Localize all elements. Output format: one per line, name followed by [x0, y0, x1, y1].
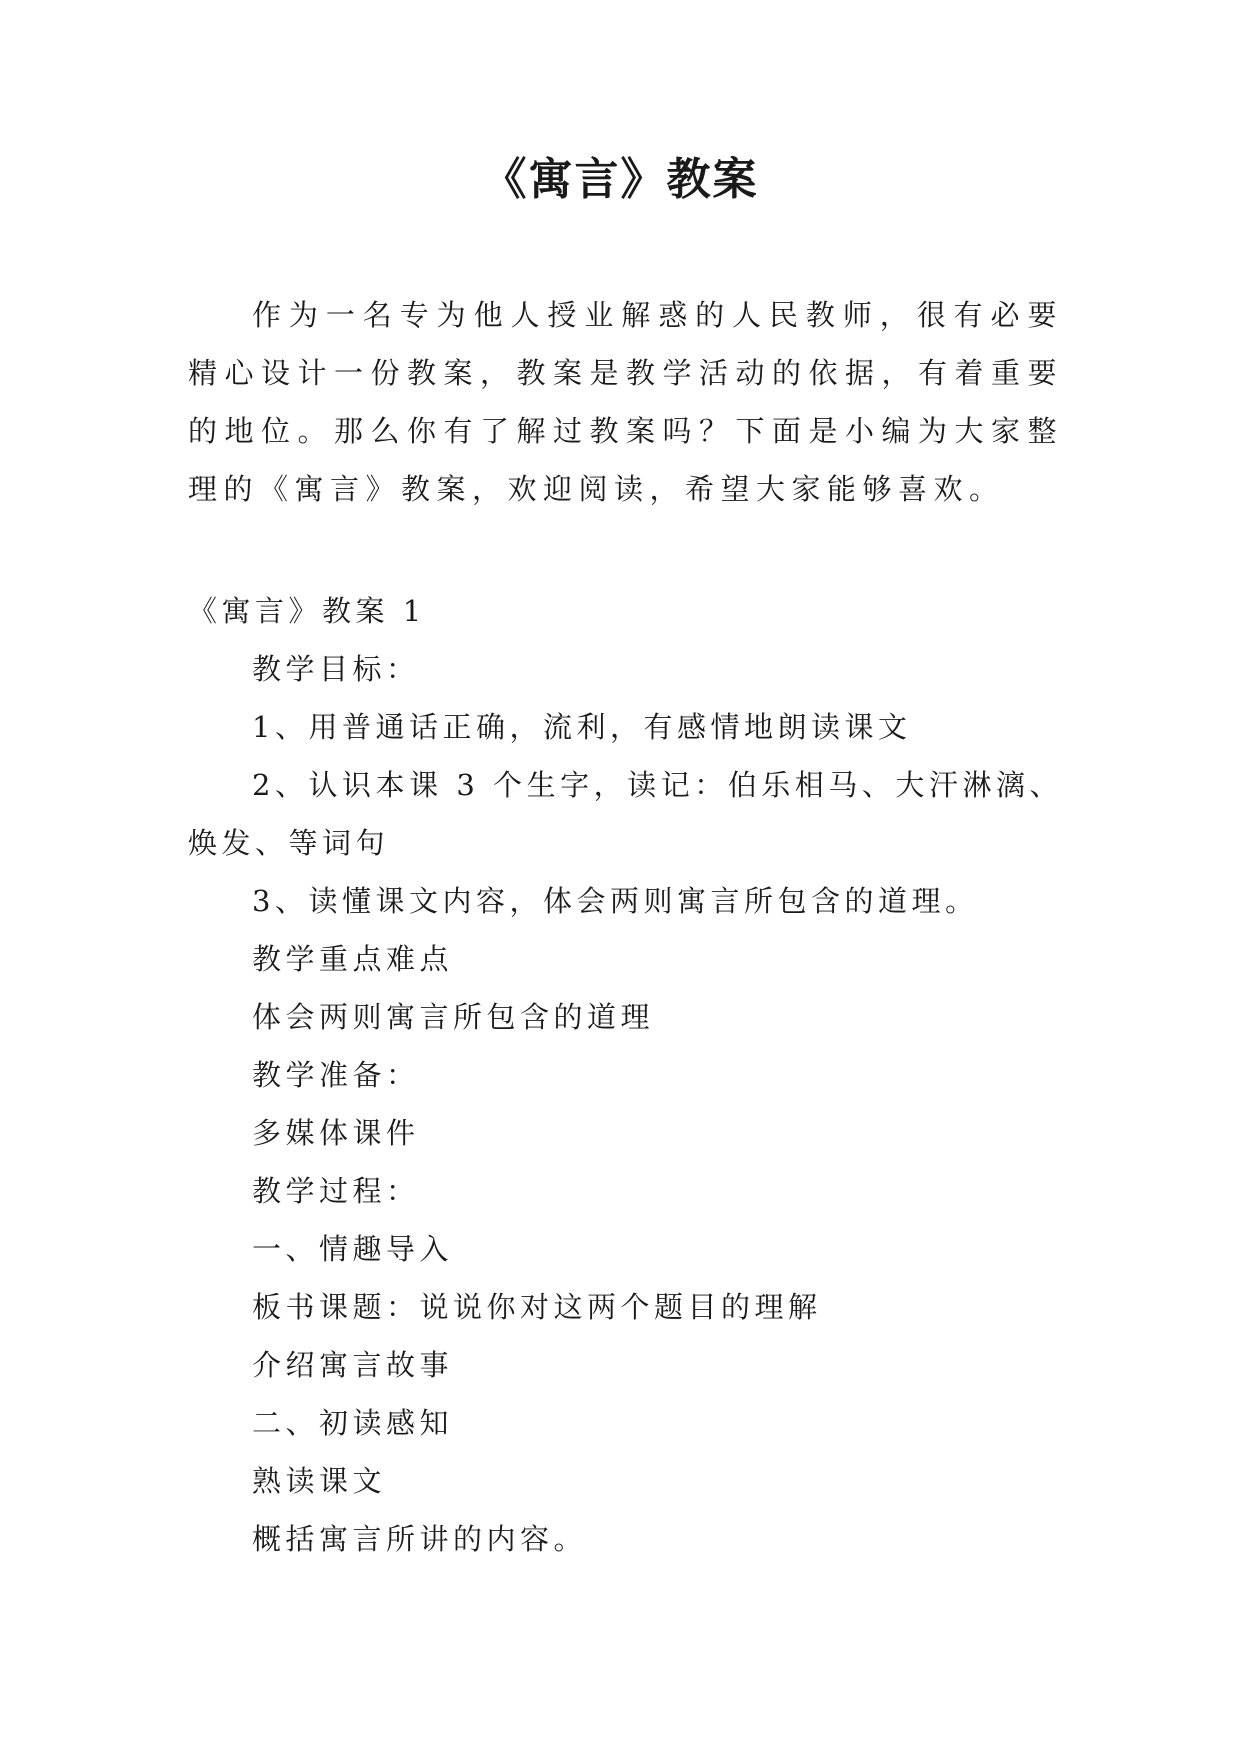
- teaching-goals-heading: 教学目标：: [252, 652, 420, 686]
- key-points-text: 体会两则寓言所包含的道理: [252, 1000, 655, 1034]
- lesson-plan-body: [188, 582, 1063, 1568]
- step-2-heading: 二、初读感知: [252, 1406, 454, 1440]
- step-1-item-1: 板书课题：说说你对这两个题目的理解: [252, 1290, 822, 1324]
- document-title: 《寓言》教案: [482, 154, 759, 205]
- step-1-item-2: 介绍寓言故事: [252, 1348, 454, 1382]
- step-2-item-2: 概括寓言所讲的内容。: [252, 1522, 588, 1556]
- process-heading: 教学过程：: [252, 1174, 420, 1208]
- preparation-text: 多媒体课件: [252, 1116, 420, 1150]
- step-2-item-1: 熟读课文: [252, 1464, 387, 1498]
- step-1-heading: 一、情趣导入: [252, 1232, 454, 1266]
- goal-item-2: 2、认识本课 3 个生字，读记：伯乐相马、大汗淋漓、焕发、等词句: [188, 768, 1063, 860]
- key-points-heading: 教学重点难点: [252, 942, 454, 976]
- goal-item-3: 3、读懂课文内容，体会两则寓言所包含的道理。: [252, 884, 979, 918]
- intro-paragraph: 作为一名专为他人授业解惑的人民教师，很有必要精心设计一份教案，教案是教学活动的依据，有着重要的地位。那么你有了解过教案吗？下面是小编为大家整理的《寓言》教案，欢迎阅读，希望大家能够喜欢。: [188, 298, 1063, 506]
- goal-item-1: 1、用普通话正确，流利，有感情地朗读课文: [252, 710, 912, 744]
- preparation-heading: 教学准备：: [252, 1058, 420, 1092]
- section-heading: 《寓言》教案 1: [188, 594, 426, 628]
